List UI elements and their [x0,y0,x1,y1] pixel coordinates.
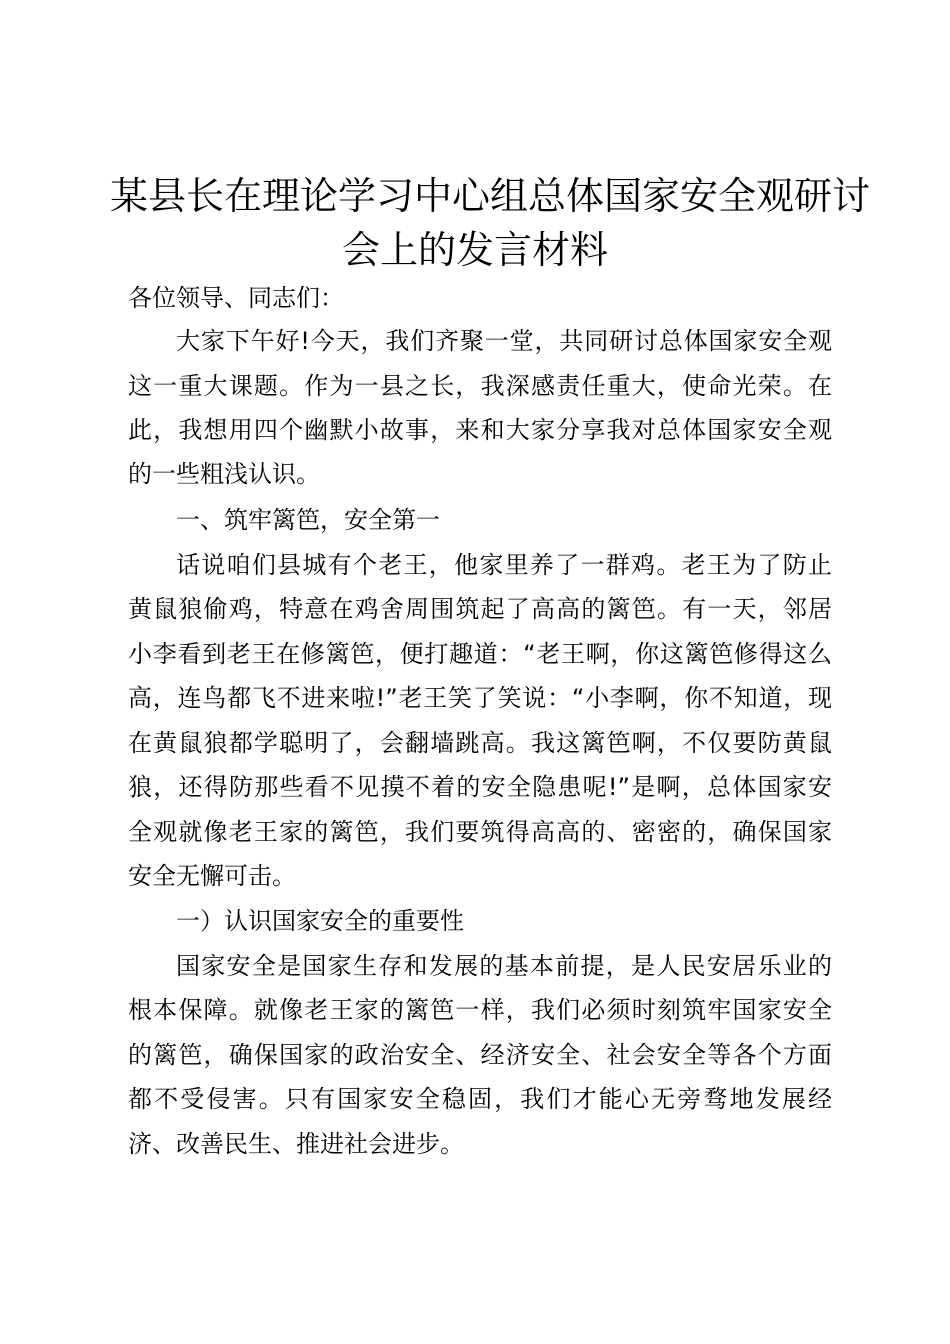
paragraph-2-line: 黄鼠狼偷鸡，特意在鸡舍周围筑起了高高的篱笆。有一天，邻居 [128,595,832,623]
paragraph-3-line: 国家安全是国家生存和发展的基本前提，是人民安居乐业的 [176,952,832,980]
document-title-line-2: 会上的发言材料 [341,228,608,272]
document-title-line-1: 某县长在理论学习中心组总体国家安全观研讨 [110,174,871,218]
paragraph-2-line: 高，连鸟都飞不进来啦!”老王笑了笑说：“小李啊，你不知道，现 [128,684,832,712]
paragraph-3-line: 济、改善民生、推进社会进步。 [128,1130,464,1158]
paragraph-3-line: 的篱笆，确保国家的政治安全、经济安全、社会安全等各个方面 [128,1041,832,1069]
paragraph-2-line: 安全无懈可击。 [128,862,296,890]
paragraph-1-line: 的一些粗浅认识。 [128,460,320,488]
paragraph-2-line: 狼，还得防那些看不见摸不着的安全隐患呢!”是啊，总体国家安 [128,773,832,801]
paragraph-2-line: 在黄鼠狼都学聪明了，会翻墙跳高。我这篱笆啊，不仅要防黄鼠 [128,729,832,757]
paragraph-1-line: 此，我想用四个幽默小故事，来和大家分享我对总体国家安全观 [128,416,832,444]
paragraph-2-line: 全观就像老王家的篱笆，我们要筑得高高的、密密的，确保国家 [128,818,832,846]
paragraph-2-line: 小李看到老王在修篱笆，便打趣道：“老王啊，你这篱笆修得这么 [128,640,832,668]
paragraph-3-line: 都不受侵害。只有国家安全稳固，我们才能心无旁骛地发展经 [128,1085,832,1113]
paragraph-1-line: 这一重大课题。作为一县之长，我深感责任重大，使命光荣。在 [128,372,832,400]
subsection-heading: 一）认识国家安全的重要性 [176,907,464,935]
paragraph-1-line: 大家下午好!今天，我们齐聚一堂，共同研讨总体国家安全观 [176,327,832,355]
paragraph-2-line: 话说咱们县城有个老王，他家里养了一群鸡。老王为了防止 [176,551,832,579]
salutation: 各位领导、同志们： [128,284,344,312]
paragraph-3-line: 根本保障。就像老王家的篱笆一样，我们必须时刻筑牢国家安全 [128,996,832,1024]
section-heading: 一、筑牢篱笆，安全第一 [176,506,440,534]
